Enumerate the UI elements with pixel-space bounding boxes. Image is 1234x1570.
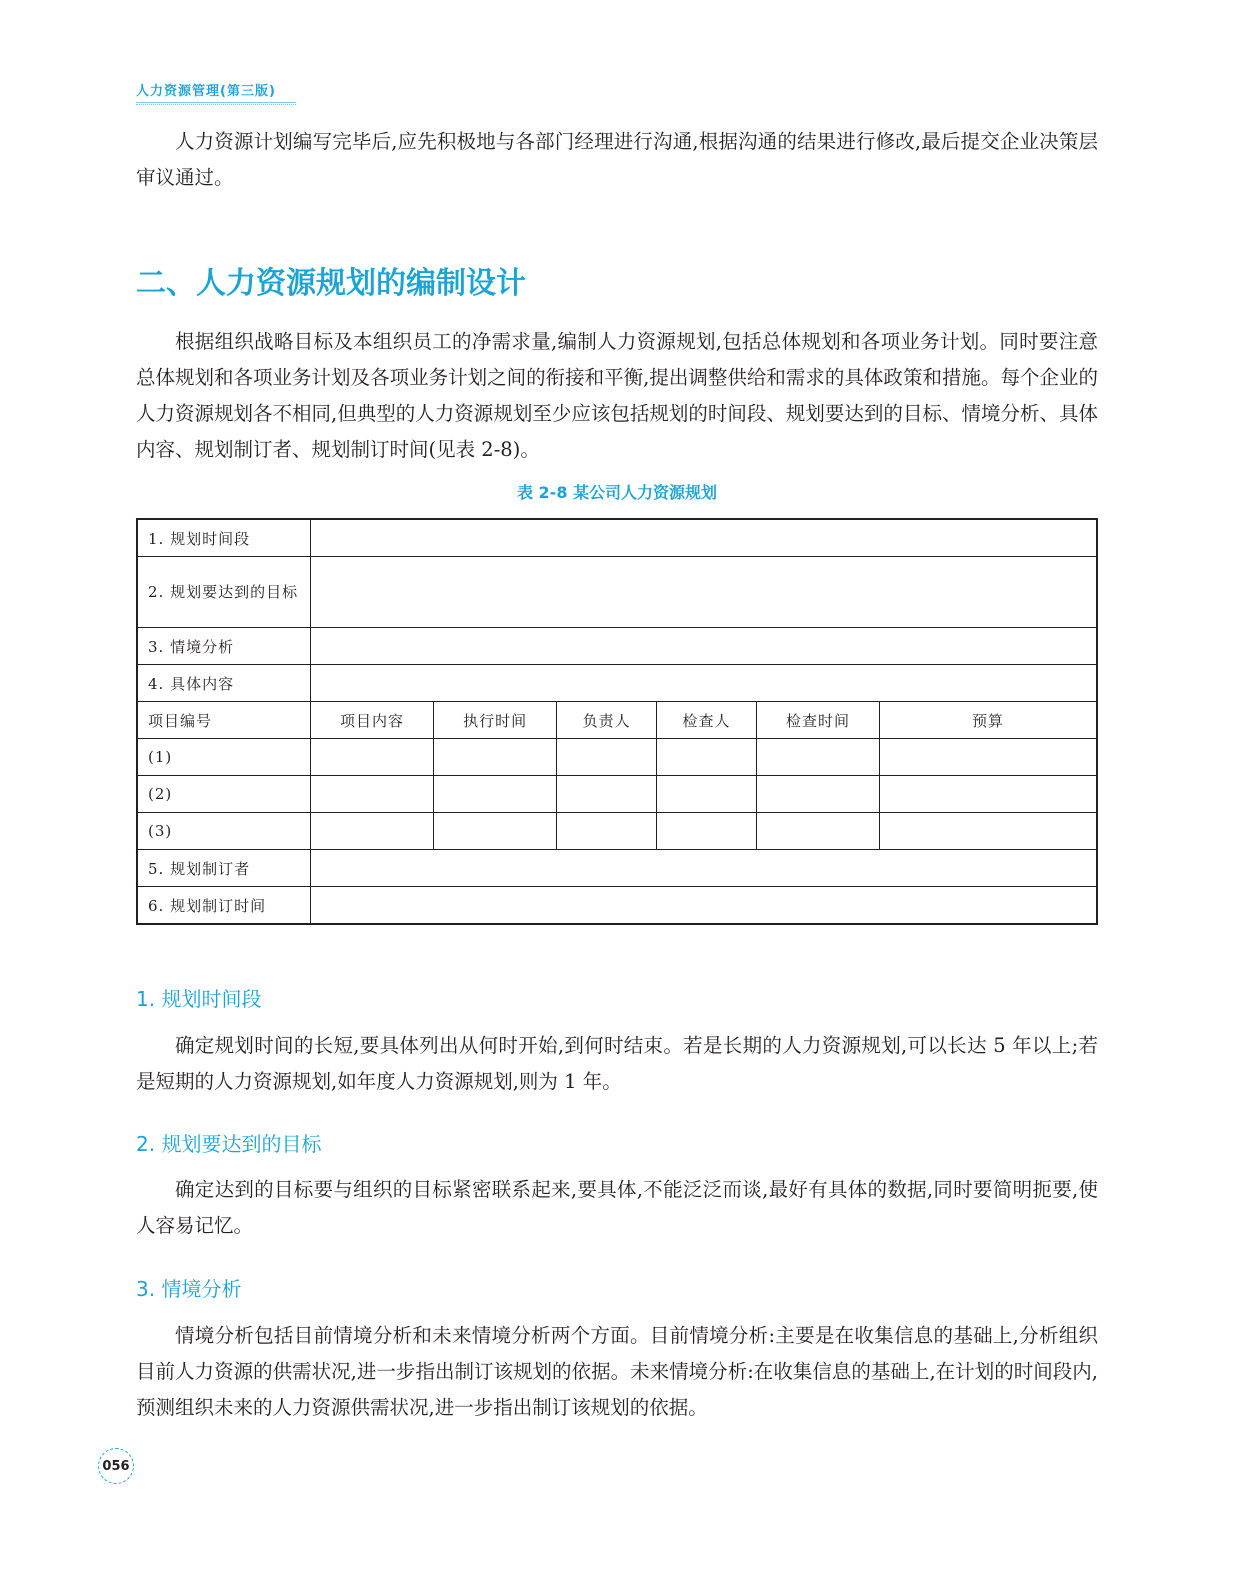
table-row bbox=[137, 850, 1097, 887]
page-number: 056 bbox=[98, 1448, 134, 1484]
row-label-date: 6. 规划制订时间 bbox=[137, 887, 311, 925]
table-row bbox=[137, 628, 1097, 665]
row-label-period: 1. 规划时间段 bbox=[137, 519, 311, 557]
table-row bbox=[137, 813, 1097, 850]
row-label-content: 4. 具体内容 bbox=[137, 665, 311, 702]
table-cell-empty bbox=[311, 665, 1098, 702]
intro-paragraph: 人力资源计划编写完毕后,应先积极地与各部门经理进行沟通,根据沟通的结果进行修改,最后提交企业决策层审议通过。 bbox=[136, 130, 1098, 189]
table-row bbox=[137, 887, 1097, 925]
subsection-body-goal: 确定达到的目标要与组织的目标紧密联系起来,要具体,不能泛泛而谈,最好有具体的数据,同时要简明扼要,使人容易记忆。 bbox=[136, 1178, 1098, 1237]
table-caption: 表 2-8 某公司人力资源规划 bbox=[516, 483, 718, 502]
table-row bbox=[137, 519, 1097, 557]
table-cell-empty bbox=[311, 519, 1098, 557]
plan-table bbox=[136, 518, 1098, 925]
table-row bbox=[137, 557, 1097, 628]
table-cell-empty bbox=[311, 850, 1098, 887]
table-header-row bbox=[137, 702, 1097, 739]
header-title: 人力资源管理(第三版) bbox=[136, 84, 276, 99]
subsection-body-period: 确定规划时间的长短,要具体列出从何时开始,到何时结束。若是长期的人力资源规划,可以长达 5 年以上;若是短期的人力资源规划,如年度人力资源规划,则为 1 年。 bbox=[136, 1034, 1098, 1093]
column-header-exec-time: 执行时间 bbox=[434, 702, 557, 739]
subsection-body-situation: 情境分析包括目前情境分析和未来情境分析两个方面。目前情境分析:主要是在收集信息的基础上,分析组织目前人力资源的供需状况,进一步指出制订该规划的依据。未来情境分析:在收集信息的基础上,在计划的时间段内,预测组织未来的人力资源供需状况,进一步指出制订该规划的依据。 bbox=[136, 1324, 1098, 1419]
table-cell-empty bbox=[311, 628, 1098, 665]
table-cell-empty bbox=[311, 887, 1098, 925]
table-row bbox=[137, 739, 1097, 776]
section-paragraph: 根据组织战略目标及本组织员工的净需求量,编制人力资源规划,包括总体规划和各项业务计划。同时要注意总体规划和各项业务计划及各项业务计划之间的衔接和平衡,提出调整供给和需求的具体政策和措施。每个企业的人力资源规划各不相同,但典型的人力资源规划至少应该包括规划的时间段、规划要达到的目标、情境分析、具体内容、规划制订者、规划制订时间(见表 2-8)。 bbox=[136, 330, 1098, 461]
column-header-owner: 负责人 bbox=[557, 702, 657, 739]
row-label-goal: 2. 规划要达到的目标 bbox=[148, 583, 299, 601]
running-header bbox=[136, 80, 336, 99]
column-header-budget: 预算 bbox=[880, 702, 1098, 739]
subsection-title-goal: 2. 规划要达到的目标 bbox=[136, 1132, 322, 1156]
item-number: (1) bbox=[137, 739, 311, 776]
table-row bbox=[137, 665, 1097, 702]
header-rule bbox=[136, 102, 296, 103]
row-label-situation: 3. 情境分析 bbox=[137, 628, 311, 665]
table-cell-empty bbox=[311, 557, 1098, 628]
subsection-title-situation: 3. 情境分析 bbox=[136, 1277, 242, 1301]
subsection-title-period: 1. 规划时间段 bbox=[136, 987, 262, 1011]
table-row bbox=[137, 776, 1097, 813]
column-header-inspector: 检查人 bbox=[657, 702, 757, 739]
item-number: (2) bbox=[137, 776, 311, 813]
column-header-item-no: 项目编号 bbox=[137, 702, 311, 739]
item-number: (3) bbox=[137, 813, 311, 850]
header-rule-dotted bbox=[136, 104, 296, 105]
column-header-check-time: 检查时间 bbox=[756, 702, 879, 739]
column-header-item-content: 项目内容 bbox=[311, 702, 434, 739]
row-label-author: 5. 规划制订者 bbox=[137, 850, 311, 887]
section-title: 二、人力资源规划的编制设计 bbox=[136, 266, 526, 301]
